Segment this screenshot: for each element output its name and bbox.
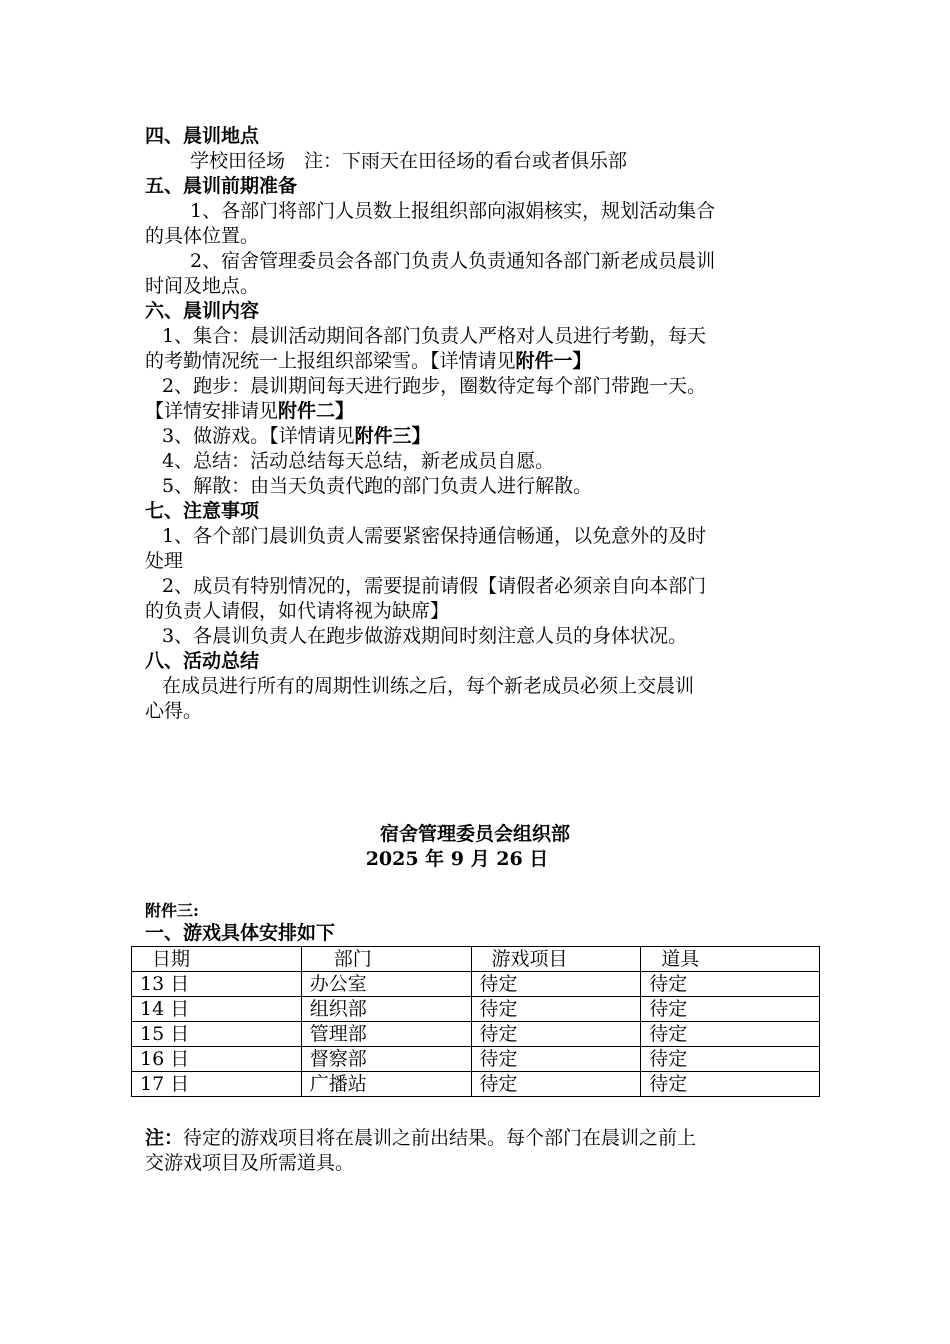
note-label: 注： <box>145 1127 184 1149</box>
cell-department: 办公室 <box>301 972 471 997</box>
bracket-close: 】 <box>411 425 431 447</box>
summary-line2: 心得。 <box>145 700 203 722</box>
table-row <box>132 1022 820 1047</box>
section-8-title: 八、活动总结 <box>145 650 260 672</box>
content-item-3 <box>162 424 832 448</box>
appendix-label: 附件三: <box>145 901 199 920</box>
cell-props: 待定 <box>641 997 820 1022</box>
header-game: 游戏项目 <box>471 947 641 972</box>
prep-item-1-line2: 的具体位置。 <box>145 225 260 247</box>
bracket-close: 】 <box>572 350 592 372</box>
note-line1 <box>145 1126 815 1150</box>
cell-date: 17 日 <box>132 1072 302 1097</box>
note-text: 待定的游戏项目将在晨训之前出结果。每个部门在晨训之前上 <box>183 1127 697 1149</box>
cell-department: 督察部 <box>301 1047 471 1072</box>
table-header-row <box>132 947 820 972</box>
content-item-1-text: 的考勤情况统一上报组织部梁雪。【详情请见 <box>145 350 516 372</box>
content-item-1-line2 <box>145 349 815 373</box>
notice-item-1-line2: 处理 <box>145 550 184 572</box>
cell-department: 组织部 <box>301 997 471 1022</box>
header-date: 日期 <box>132 947 302 972</box>
appendix-3-ref: 附件三 <box>354 425 412 447</box>
table-row <box>132 1072 820 1097</box>
table-row <box>132 997 820 1022</box>
signature-date: 2025 年 9 月 26 日 <box>365 848 549 870</box>
section-6-title: 六、晨训内容 <box>145 300 260 322</box>
prep-item-2-line2: 时间及地点。 <box>145 275 260 297</box>
cell-game: 待定 <box>471 972 641 997</box>
header-department: 部门 <box>301 947 471 972</box>
content-item-5: 5、解散：由当天负责代跑的部门负责人进行解散。 <box>162 475 593 497</box>
appendix-1-ref: 附件一 <box>515 350 573 372</box>
game-schedule-table <box>131 946 820 1097</box>
table-row <box>132 972 820 997</box>
notice-item-2-line2: 的负责人请假，如代请将视为缺席】 <box>145 600 450 622</box>
cell-props: 待定 <box>641 1072 820 1097</box>
cell-game: 待定 <box>471 1047 641 1072</box>
appendix-2-ref: 附件二 <box>278 400 336 422</box>
prep-item-2-line1: 2、宿舍管理委员会各部门负责人负责通知各部门新老成员晨训 <box>190 250 716 272</box>
cell-department: 管理部 <box>301 1022 471 1047</box>
cell-game: 待定 <box>471 997 641 1022</box>
table-row <box>132 1047 820 1072</box>
content-item-4: 4、总结：活动总结每天总结，新老成员自愿。 <box>162 450 555 472</box>
section-4-body: 学校田径场 注：下雨天在田径场的看台或者俱乐部 <box>190 150 628 172</box>
notice-item-2-line1: 2、成员有特别情况的，需要提前请假【请假者必须亲自向本部门 <box>162 575 707 597</box>
note-line2: 交游戏项目及所需道具。 <box>145 1152 355 1174</box>
cell-date: 14 日 <box>132 997 302 1022</box>
section-7-title: 七、注意事项 <box>145 500 260 522</box>
cell-date: 15 日 <box>132 1022 302 1047</box>
cell-date: 13 日 <box>132 972 302 997</box>
section-5-title: 五、晨训前期准备 <box>145 175 298 197</box>
content-item-2-text: 【详情安排请见 <box>145 400 279 422</box>
appendix-title: 一、游戏具体安排如下 <box>145 922 336 944</box>
content-item-3-text: 3、做游戏。【详情请见 <box>162 425 355 447</box>
content-item-1-line1: 1、集合：晨训活动期间各部门负责人严格对人员进行考勤，每天 <box>162 325 707 347</box>
cell-game: 待定 <box>471 1022 641 1047</box>
content-item-2-line1: 2、跑步：晨训期间每天进行跑步，圈数待定每个部门带跑一天。 <box>162 375 707 397</box>
cell-date: 16 日 <box>132 1047 302 1072</box>
notice-item-3: 3、各晨训负责人在跑步做游戏期间时刻注意人员的身体状况。 <box>162 625 688 647</box>
cell-department: 广播站 <box>301 1072 471 1097</box>
cell-props: 待定 <box>641 1022 820 1047</box>
cell-props: 待定 <box>641 1047 820 1072</box>
bracket-close: 】 <box>335 400 355 422</box>
prep-item-1-line1: 1、各部门将部门人员数上报组织部向淑娟核实，规划活动集合 <box>190 200 716 222</box>
header-props: 道具 <box>641 947 820 972</box>
cell-props: 待定 <box>641 972 820 997</box>
content-item-2-line2 <box>145 399 815 423</box>
notice-item-1-line1: 1、各个部门晨训负责人需要紧密保持通信畅通，以免意外的及时 <box>162 525 707 547</box>
signature-org: 宿舍管理委员会组织部 <box>379 823 570 845</box>
summary-line1: 在成员进行所有的周期性训练之后，每个新老成员必须上交晨训 <box>162 675 695 697</box>
section-4-title: 四、晨训地点 <box>145 125 260 147</box>
cell-game: 待定 <box>471 1072 641 1097</box>
